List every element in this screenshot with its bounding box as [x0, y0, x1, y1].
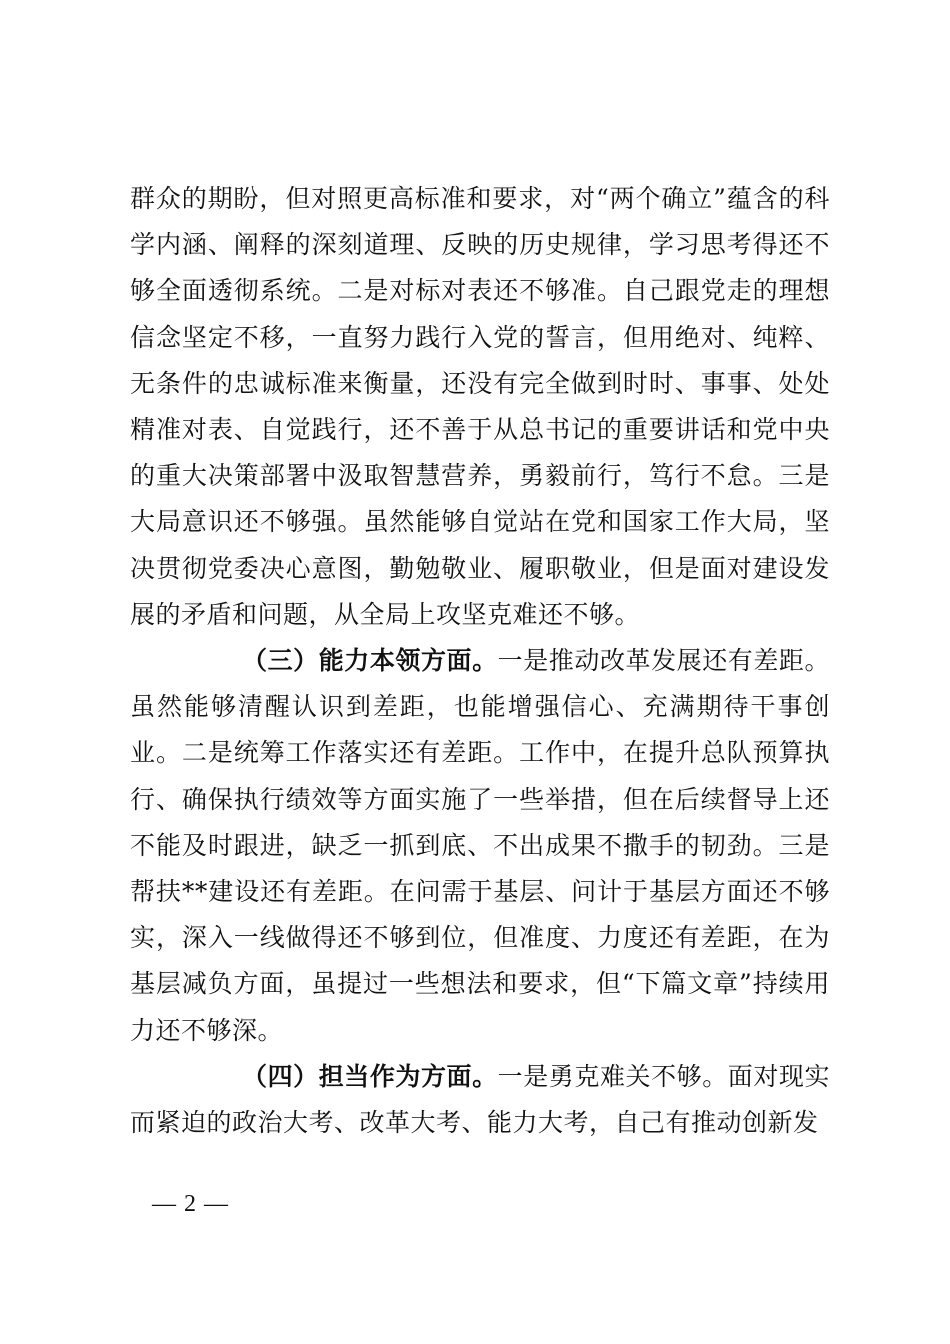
document-body [130, 176, 830, 1146]
paragraph-3 [130, 1054, 830, 1146]
paragraph-3-text: 一是勇克难关不够。面对现实而紧迫的政治大考、改革大考、能力大考，自己有推动创新发 [130, 1061, 830, 1138]
section-heading-3: （三）能力本领方面。 [242, 646, 498, 676]
paragraph-2 [130, 638, 830, 1054]
paragraph-2-text: 一是推动改革发展还有差距。虽然能够清醒认识到差距，也能增强信心、充满期待干事创业。二是统筹工作落实还有差距。工作中，在提升总队预算执行、确保执行绩效等方面实施了一些举措，但在后续督导上还不能及时跟进，缺乏一抓到底、不出成果不撒手的韧劲。三是帮扶**建设还有差距。在问需于基层、问计于基层方面还不够实，深入一线做得还不够到位，但准度、力度还有差距，在为基层减负方面，虽提过一些想法和要求，但“下篇文章”持续用力还不够深。 [130, 646, 830, 1045]
paragraph-1-text: 群众的期盼，但对照更高标准和要求，对“两个确立”蕴含的科学内涵、阐释的深刻道理、反映的历史规律，学习思考得还不够全面透彻系统。二是对标对表还不够准。自己跟党走的理想信念坚定不移，一直努力践行入党的誓言，但用绝对、纯粹、无条件的忠诚标准来衡量，还没有完全做到时时、事事、处处精准对表、自觉践行，还不善于从总书记的重要讲话和党中央的重大决策部署中汲取智慧营养，勇毅前行，笃行不怠。三是大局意识还不够强。虽然能够自觉站在党和国家工作大局，坚决贯彻党委决心意图，勤勉敬业、履职敬业，但是面对建设发展的矛盾和问题，从全局上攻坚克难还不够。 [130, 184, 830, 629]
paragraph-1 [130, 176, 830, 638]
page-number: — 2 — [152, 1191, 229, 1217]
section-heading-4: （四）担当作为方面。 [242, 1061, 498, 1091]
